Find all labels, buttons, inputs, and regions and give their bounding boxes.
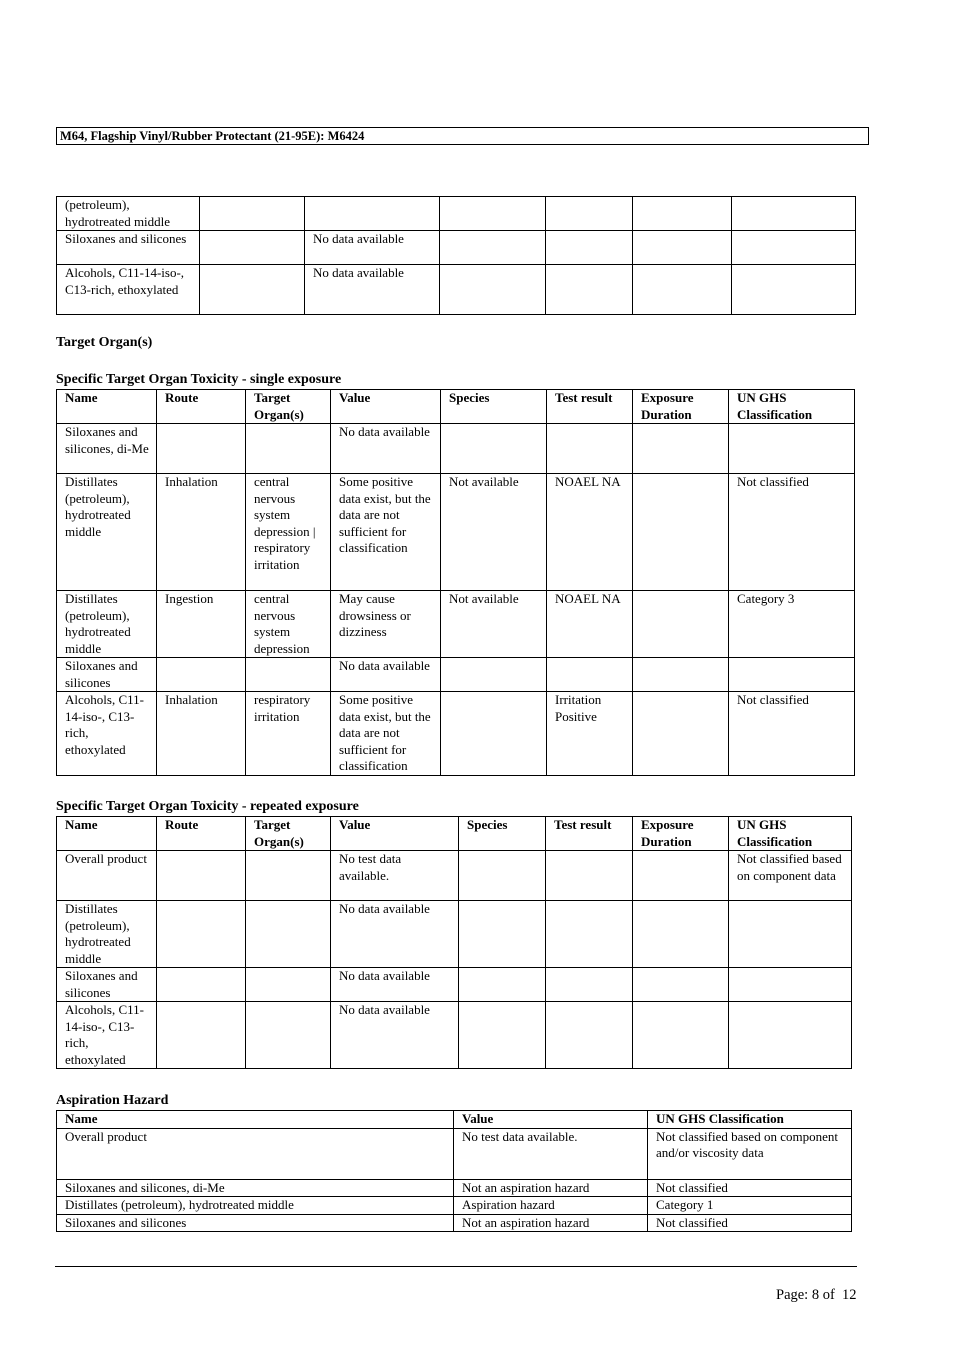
table-cell [246, 901, 331, 968]
table-cell: Some positive data exist, but the data are not sufficient for classification [331, 692, 441, 776]
table-cell: Not classified based on component data [729, 851, 852, 901]
table-cell [546, 265, 633, 315]
table-cell: Not available [441, 474, 547, 591]
page-number [776, 1286, 857, 1304]
table-cell [200, 231, 305, 265]
table-cell [546, 197, 633, 231]
table-cell [441, 658, 547, 692]
table-cell [546, 1002, 633, 1069]
table-cell [729, 901, 852, 968]
table-cell [633, 197, 732, 231]
table-row [57, 692, 855, 776]
table-cell: No data available [331, 1002, 459, 1069]
column-header: Name [57, 390, 157, 424]
table-cell: Alcohols, C11-14-iso-, C13-rich, ethoxylated [57, 1002, 157, 1069]
table-cell [633, 474, 729, 591]
table-cell [440, 197, 546, 231]
table-cell [200, 197, 305, 231]
aspiration-hazard-table [56, 1110, 852, 1232]
table-cell [633, 265, 732, 315]
table-cell [633, 968, 729, 1002]
repeated-exposure-heading: Specific Target Organ Toxicity - repeated exposure [56, 799, 359, 814]
table-cell [732, 231, 856, 265]
document-header-title: M64, Flagship Vinyl/Rubber Protectant (21-95E): M6424 [56, 127, 869, 145]
table-cell [440, 231, 546, 265]
table-cell: central nervous system depression | respiratory irritation [246, 474, 331, 591]
table-header-row [57, 1111, 852, 1129]
table-cell: Distillates (petroleum), hydrotreated middle [57, 591, 157, 658]
column-header: Exposure Duration [633, 390, 729, 424]
table-cell [157, 658, 246, 692]
table-cell [729, 968, 852, 1002]
table-row [57, 265, 856, 315]
column-header: Target Organ(s) [246, 390, 331, 424]
table-cell: Not classified [648, 1179, 852, 1197]
table-cell [729, 424, 855, 474]
column-header: Value [331, 390, 441, 424]
table-cell: Not classified [648, 1214, 852, 1232]
table-cell [157, 424, 246, 474]
column-header: Test result [547, 390, 633, 424]
page-number-label: Page: 8 of 12 [776, 1287, 857, 1303]
table-cell [157, 1002, 246, 1069]
table-cell [546, 901, 633, 968]
table-cell [633, 424, 729, 474]
table-cell [633, 692, 729, 776]
table-header-row [57, 390, 855, 424]
column-header: Species [459, 817, 546, 851]
table-cell: Overall product [57, 1128, 454, 1179]
table-row [57, 968, 852, 1002]
table-cell [546, 231, 633, 265]
table-row [57, 231, 856, 265]
table-row [57, 1128, 852, 1179]
table-cell: No data available [331, 658, 441, 692]
table-cell [729, 658, 855, 692]
column-header: UN GHS Classification [729, 390, 855, 424]
table-cell: Category 3 [729, 591, 855, 658]
table-cell [305, 197, 440, 231]
table-cell [459, 901, 546, 968]
table-cell: Siloxanes and silicones [57, 658, 157, 692]
table-cell: Siloxanes and silicones, di-Me [57, 424, 157, 474]
table-cell: Not classified [729, 692, 855, 776]
table-cell [459, 1002, 546, 1069]
column-header: Species [441, 390, 547, 424]
table-cell [246, 424, 331, 474]
table-cell [441, 692, 547, 776]
single-exposure-heading: Specific Target Organ Toxicity - single exposure [56, 372, 342, 387]
table-row [57, 474, 855, 591]
table-cell: Siloxanes and silicones [57, 968, 157, 1002]
table-cell [440, 265, 546, 315]
table-cell: No test data available. [331, 851, 459, 901]
table-row [57, 424, 855, 474]
table-row [57, 591, 855, 658]
table-cell: Not classified [729, 474, 855, 591]
table-cell: NOAEL NA [547, 591, 633, 658]
column-header: Name [57, 1111, 454, 1129]
footer-divider [55, 1266, 857, 1267]
table-cell [732, 265, 856, 315]
table-cell [200, 265, 305, 315]
table-cell: Ingestion [157, 591, 246, 658]
table-cell: Distillates (petroleum), hydrotreated middle [57, 901, 157, 968]
target-organs-heading: Target Organ(s) [56, 335, 153, 350]
column-header: Value [454, 1111, 648, 1129]
table-cell: May cause drowsiness or dizziness [331, 591, 441, 658]
table-cell: Aspiration hazard [454, 1197, 648, 1215]
table-cell [459, 851, 546, 901]
table-cell [157, 851, 246, 901]
table-row [57, 658, 855, 692]
table-cell: Irritation Positive [547, 692, 633, 776]
table-cell: Category 1 [648, 1197, 852, 1215]
aspiration-hazard-heading: Aspiration Hazard [56, 1093, 169, 1108]
table-cell [246, 1002, 331, 1069]
table-cell: (petroleum), hydrotreated middle [57, 197, 200, 231]
table-cell [546, 851, 633, 901]
column-header: Route [157, 390, 246, 424]
table-cell: No data available [331, 901, 459, 968]
table-cell: Not an aspiration hazard [454, 1214, 648, 1232]
table-cell [633, 901, 729, 968]
table-cell [633, 231, 732, 265]
table-cell [547, 658, 633, 692]
table-cell [729, 1002, 852, 1069]
table-row [57, 1002, 852, 1069]
table-cell: Not available [441, 591, 547, 658]
table-cell [633, 1002, 729, 1069]
table-row [57, 1197, 852, 1215]
table-cell [546, 968, 633, 1002]
table-cell: NOAEL NA [547, 474, 633, 591]
table-cell [246, 658, 331, 692]
table-row [57, 901, 852, 968]
table-cell [547, 424, 633, 474]
table-cell [157, 901, 246, 968]
table-row [57, 197, 856, 231]
table-cell: Not classified based on component and/or viscosity data [648, 1128, 852, 1179]
table-cell: No data available [331, 424, 441, 474]
table-cell [732, 197, 856, 231]
single-exposure-table [56, 389, 855, 776]
table-cell: Distillates (petroleum), hydrotreated middle [57, 474, 157, 591]
column-header: Name [57, 817, 157, 851]
table-cell: Siloxanes and silicones [57, 231, 200, 265]
table-header-row [57, 817, 852, 851]
table-cell: central nervous system depression [246, 591, 331, 658]
repeated-exposure-table [56, 816, 852, 1069]
table-cell: No data available [305, 231, 440, 265]
column-header: Target Organ(s) [246, 817, 331, 851]
table-cell: Not an aspiration hazard [454, 1179, 648, 1197]
continuation-table [56, 196, 856, 315]
table-cell: Alcohols, C11-14-iso-, C13-rich, ethoxylated [57, 692, 157, 776]
table-cell: No data available [331, 968, 459, 1002]
table-row [57, 851, 852, 901]
column-header: Route [157, 817, 246, 851]
table-cell: No test data available. [454, 1128, 648, 1179]
table-cell [246, 851, 331, 901]
column-header: Value [331, 817, 459, 851]
table-cell [633, 658, 729, 692]
column-header: UN GHS Classification [648, 1111, 852, 1129]
table-cell [441, 424, 547, 474]
table-cell: No data available [305, 265, 440, 315]
table-cell: Inhalation [157, 474, 246, 591]
table-row [57, 1214, 852, 1232]
table-cell: Siloxanes and silicones [57, 1214, 454, 1232]
table-cell: Inhalation [157, 692, 246, 776]
table-cell: Siloxanes and silicones, di-Me [57, 1179, 454, 1197]
table-cell: Some positive data exist, but the data are not sufficient for classification [331, 474, 441, 591]
table-cell: Distillates (petroleum), hydrotreated middle [57, 1197, 454, 1215]
table-cell: Alcohols, C11-14-iso-, C13-rich, ethoxylated [57, 265, 200, 315]
column-header: Exposure Duration [633, 817, 729, 851]
table-row [57, 1179, 852, 1197]
column-header: Test result [546, 817, 633, 851]
column-header: UN GHS Classification [729, 817, 852, 851]
table-cell: respiratory irritation [246, 692, 331, 776]
table-cell [633, 851, 729, 901]
table-cell [157, 968, 246, 1002]
table-cell [633, 591, 729, 658]
table-cell [246, 968, 331, 1002]
table-cell [459, 968, 546, 1002]
table-cell: Overall product [57, 851, 157, 901]
